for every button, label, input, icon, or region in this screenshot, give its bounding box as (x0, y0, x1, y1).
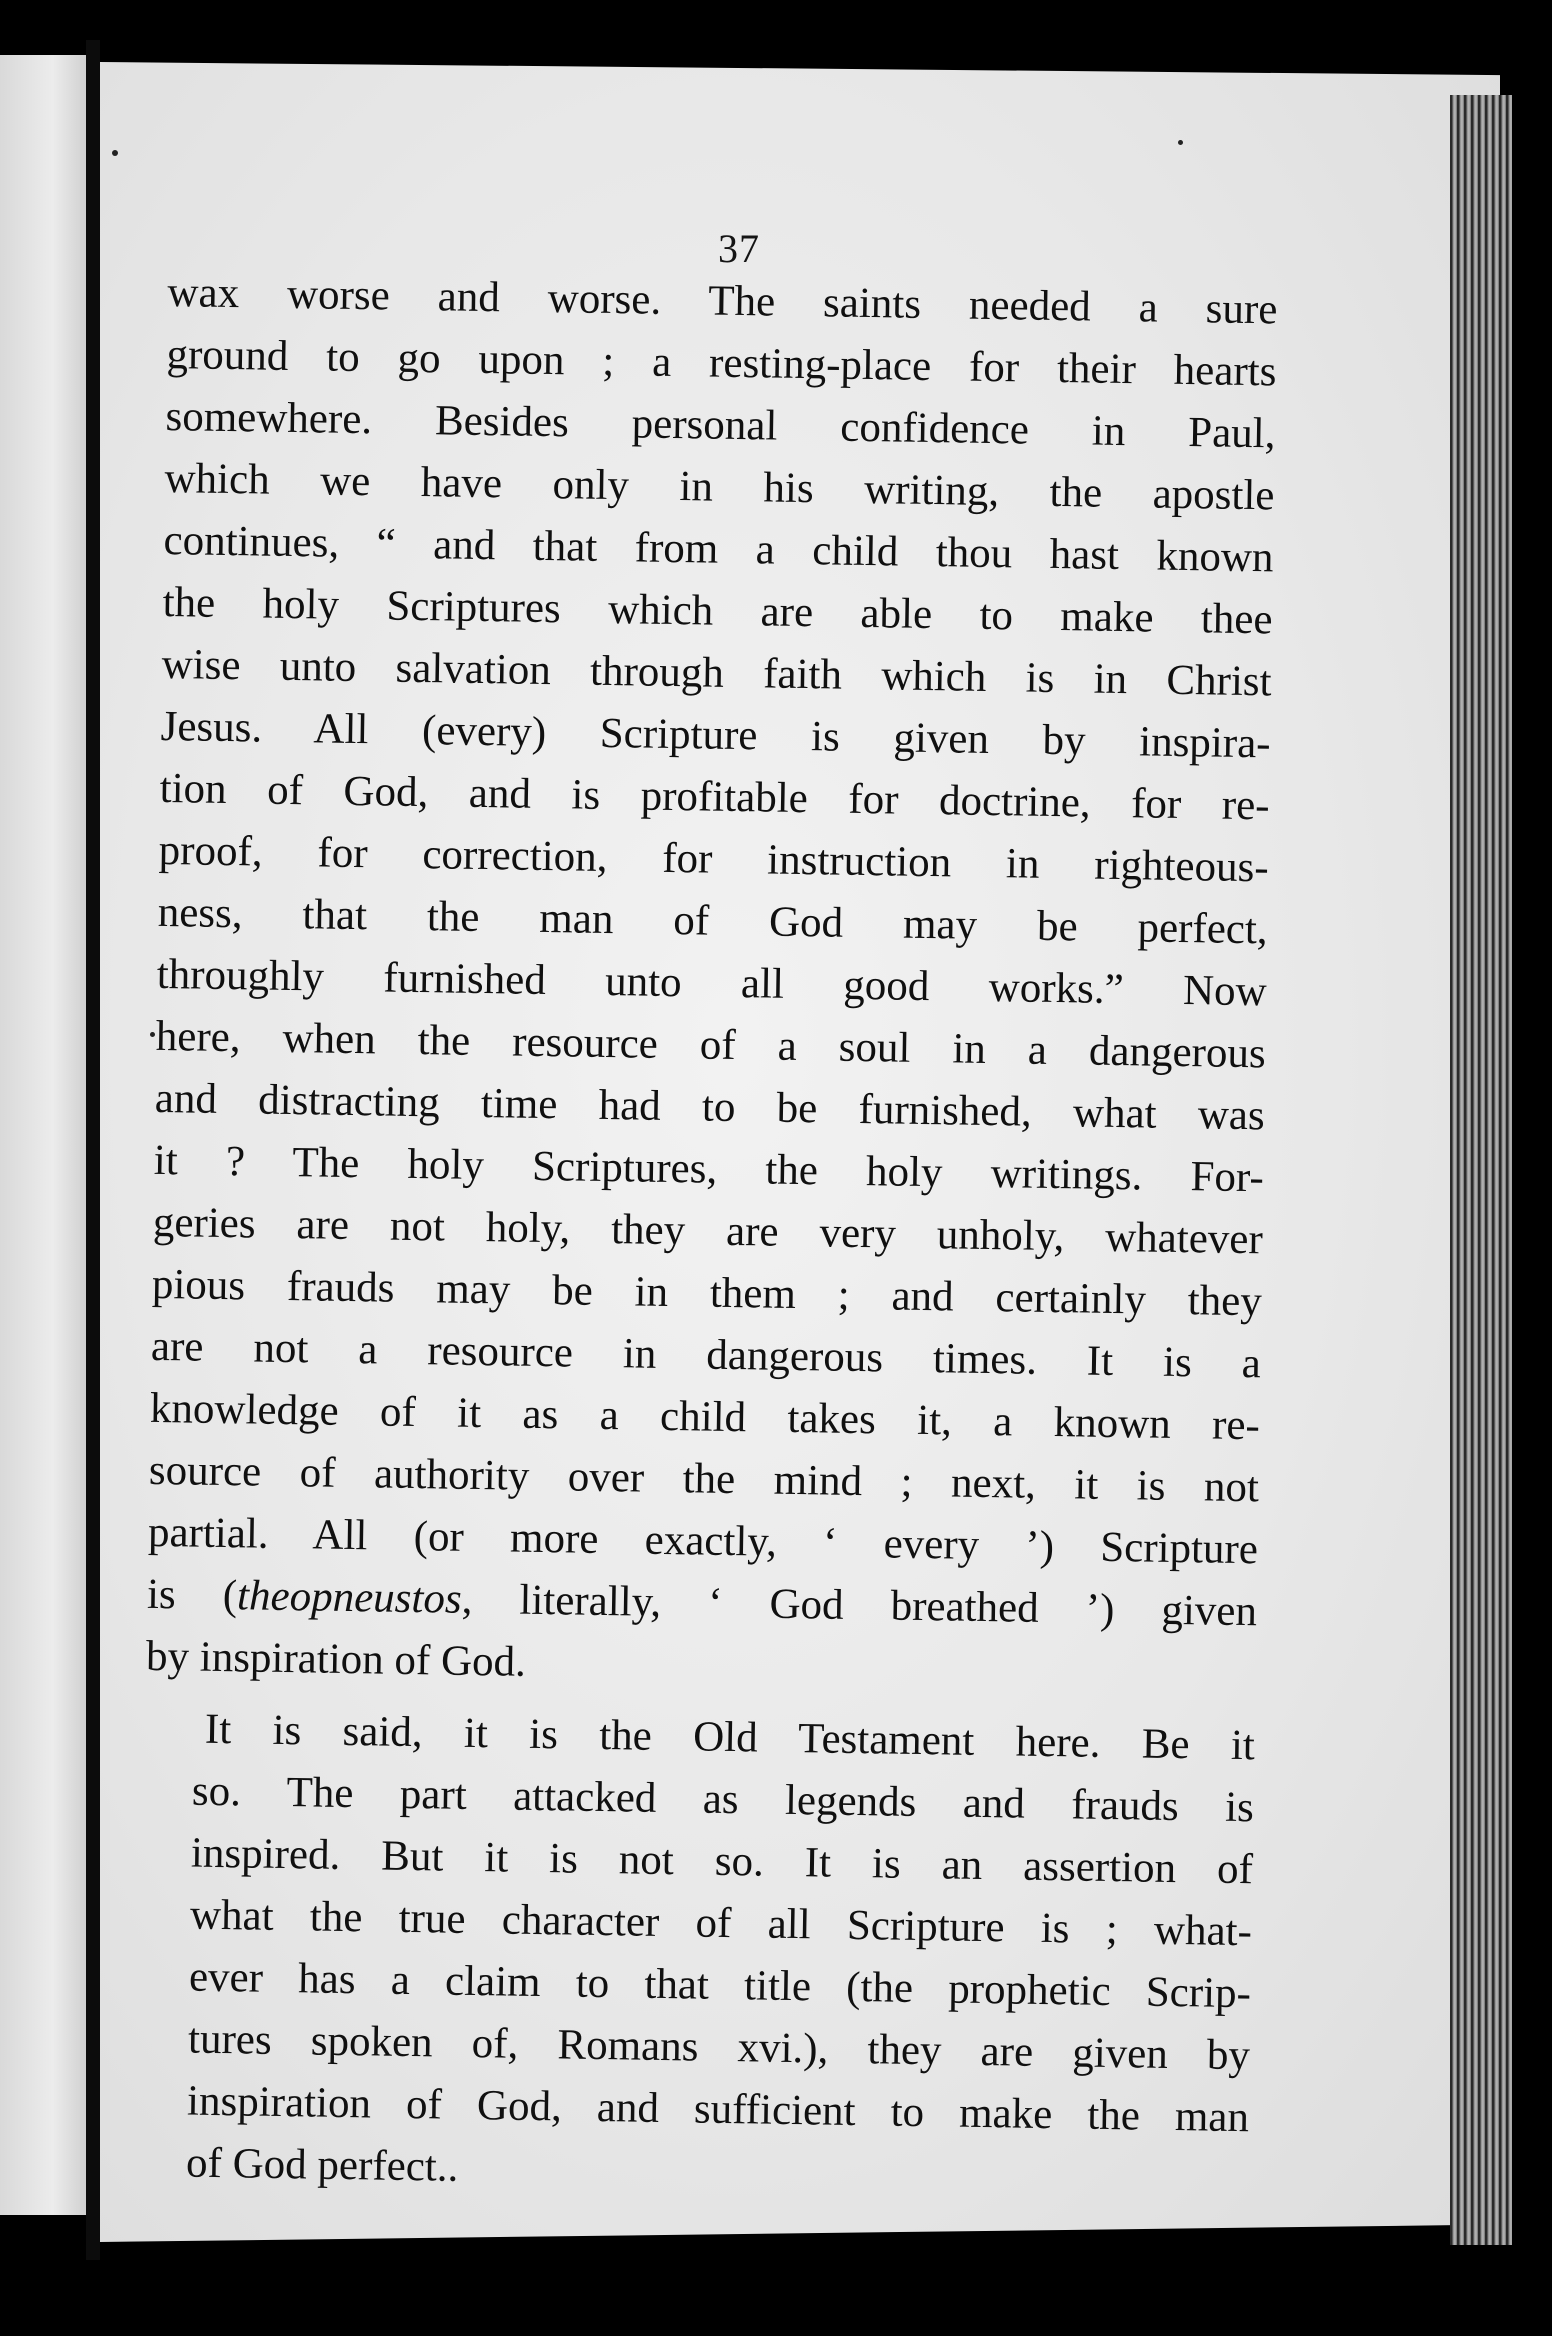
text-segment: is ( (146, 1570, 238, 1620)
text-line: inspired. But it is not so. It is an assertion of (190, 1829, 1254, 1894)
text-line: tures spoken of, Romans xvi.), they are given by (187, 2015, 1251, 2080)
text-line: which we have only in his writing, the apostle (164, 454, 1275, 520)
text-line: pious frauds may be in them ; and certainly they (151, 1260, 1263, 1326)
text-line: so. The part attacked as legends and frauds is (191, 1767, 1255, 1832)
text-line: inspiration of God, and sufficient to make the man (186, 2077, 1250, 2142)
paragraph-1 (146, 262, 1278, 1705)
text-line: source of authority over the mind ; next, it is not (148, 1446, 1260, 1512)
book-gutter (86, 40, 100, 2260)
text-line: continues, “ and that from a child thou hast known (163, 516, 1274, 582)
text-line: It is said, it is the Old Testament here. Be it (204, 1705, 1256, 1770)
page-number: 37 (718, 226, 760, 271)
text-line: ness, that the man of God may be perfect, (157, 888, 1269, 954)
text-line: and distracting time had to be furnished, what was (154, 1074, 1266, 1140)
body-text (138, 262, 1278, 2211)
ink-speck (1178, 140, 1183, 145)
page-stack-edge (1450, 95, 1512, 2245)
text-line: by inspiration of God. (145, 1632, 527, 1686)
text-segment: , literally, ‘ God breathed ’) given (461, 1575, 1258, 1636)
text-line: wax worse and worse. The saints needed a sure (167, 268, 1278, 334)
text-line: wise unto salvation through faith which is in Christ (161, 640, 1272, 706)
paragraph-2 (138, 1698, 1256, 2211)
text-line: Jesus. All (every) Scripture is given by inspira- (160, 702, 1271, 768)
ink-speck (112, 150, 118, 156)
text-line: ever has a claim to that title (the prophetic Scrip- (188, 1953, 1252, 2018)
text-line: here, when the resource of a soul in a dangerous (155, 1012, 1267, 1078)
text-line: are not a resource in dangerous times. It is a (150, 1322, 1262, 1388)
text-line: geries are not holy, they are very unholy, whatever (152, 1198, 1264, 1264)
text-line: tion of God, and is profitable for doctrine, for re- (159, 764, 1270, 830)
greek-term: theopneustos (236, 1572, 463, 1623)
text-line: partial. All (or more exactly, ‘ every ’) Scripture (147, 1508, 1259, 1574)
text-line: of God perfect.. (185, 2139, 459, 2191)
text-line: knowledge of it as a child takes it, a known re- (149, 1384, 1261, 1450)
facing-page-edge (0, 55, 88, 2215)
text-line: the holy Scriptures which are able to make thee (162, 578, 1273, 644)
text-line: what the true character of all Scripture is ; what- (189, 1891, 1253, 1956)
text-line: it ? The holy Scriptures, the holy writings. For- (153, 1136, 1265, 1202)
text-line: throughly furnished unto all good works.” Now (156, 950, 1268, 1016)
text-line: proof, for correction, for instruction in righteous- (158, 826, 1269, 892)
text-line: somewhere. Besides personal confidence in Paul, (165, 392, 1276, 458)
text-line: ground to go upon ; a resting-place for their hearts (166, 330, 1277, 396)
ink-speck (150, 1032, 155, 1037)
